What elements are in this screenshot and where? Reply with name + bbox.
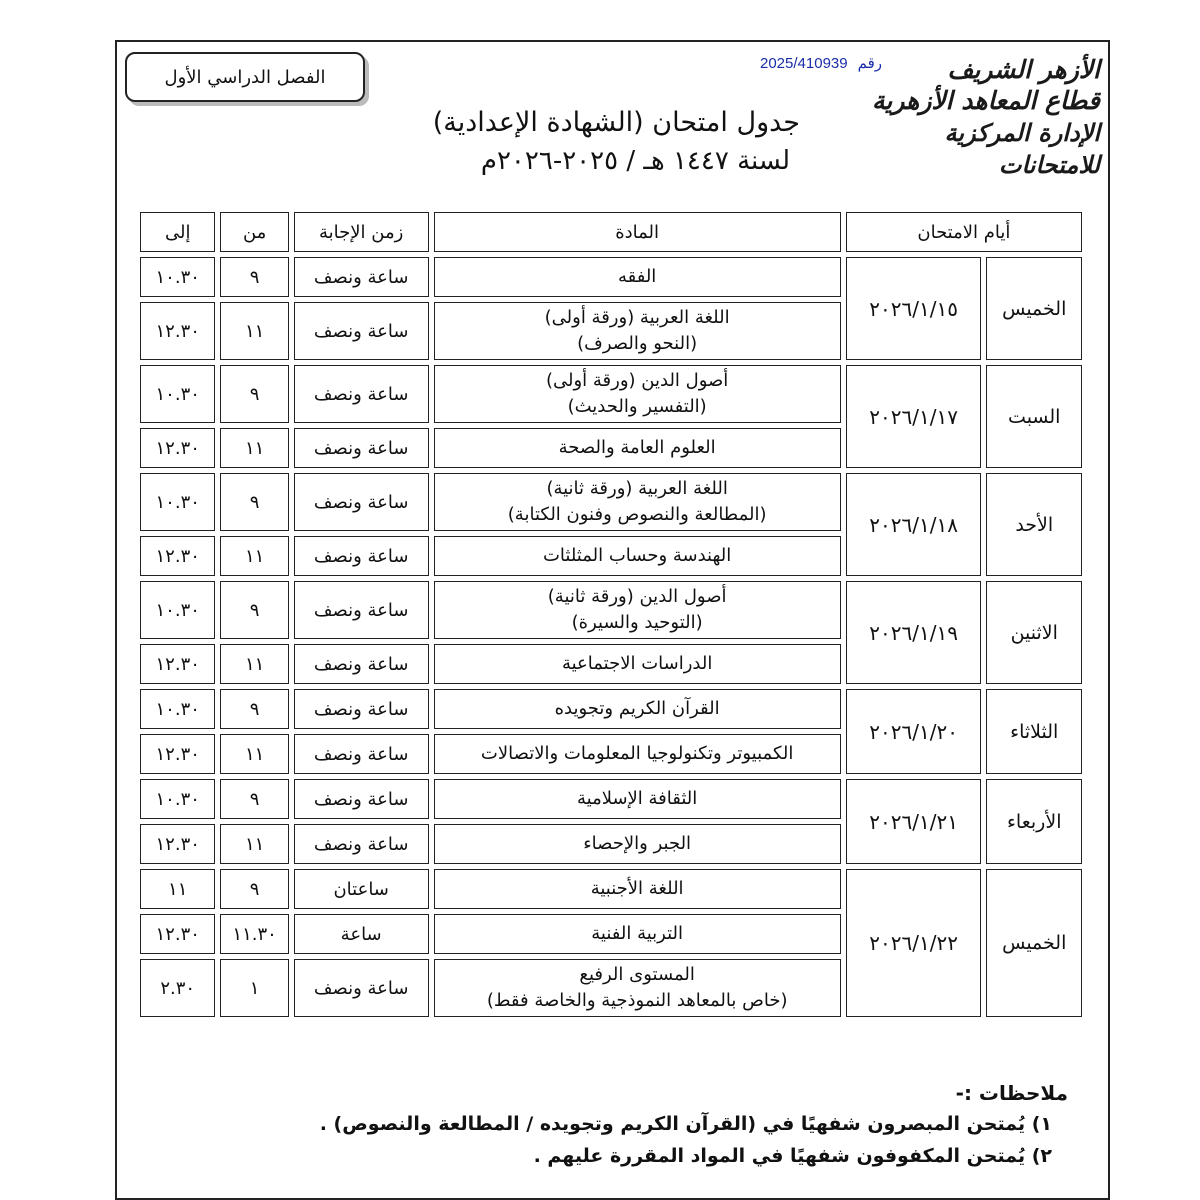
subject-detail: (خاص بالمعاهد النموذجية والخاصة فقط): [486, 990, 788, 1011]
duration-cell: ساعة ونصف: [294, 644, 429, 684]
subject-text: العلوم العامة والصحة: [558, 437, 716, 458]
date-cell: ٢٠٢٦/١/١٩: [846, 581, 982, 684]
duration-cell: ساعة ونصف: [294, 779, 429, 819]
to-cell: ١٢.٣٠: [140, 914, 215, 954]
subject-text: الفقه: [617, 266, 657, 287]
date-cell: ٢٠٢٦/١/٢١: [846, 779, 982, 864]
duration-cell: ساعة ونصف: [294, 302, 429, 360]
exam-schedule-table: [135, 207, 1087, 1022]
to-cell: ١٢.٣٠: [140, 302, 215, 360]
table-row: [140, 869, 1082, 909]
subject-text: المستوى الرفيع: [579, 964, 695, 985]
logo-line-2: قطاع المعاهد الأزهرية: [871, 86, 1100, 115]
to-cell: ١٠.٣٠: [140, 365, 215, 423]
from-cell: ١١: [220, 536, 288, 576]
subject-text: اللغة العربية (ورقة ثانية): [546, 478, 728, 499]
subject-text: اللغة الأجنبية: [590, 878, 684, 899]
table-row: [140, 473, 1082, 531]
col-header-to: إلى: [140, 212, 215, 252]
col-header-subject: المادة: [434, 212, 841, 252]
date-cell: ٢٠٢٦/١/١٥: [846, 257, 982, 360]
day-cell: السبت: [986, 365, 1082, 468]
subject-text: اللغة العربية (ورقة أولى): [544, 307, 730, 328]
duration-cell: ساعة ونصف: [294, 581, 429, 639]
to-cell: ١٠.٣٠: [140, 581, 215, 639]
subject-cell: [434, 428, 841, 468]
day-cell: الاثنين: [986, 581, 1082, 684]
subject-text: الكمبيوتر وتكنولوجيا المعلومات والاتصالات: [480, 743, 794, 764]
subject-cell: [434, 257, 841, 297]
day-cell: الأحد: [986, 473, 1082, 576]
ref-number-label: رقم: [857, 55, 882, 72]
subject-text: القرآن الكريم وتجويده: [554, 698, 720, 719]
date-cell: ٢٠٢٦/١/١٧: [846, 365, 982, 468]
from-cell: ١١: [220, 644, 288, 684]
day-cell: الأربعاء: [986, 779, 1082, 864]
subject-cell: [434, 869, 841, 909]
to-cell: ١٢.٣٠: [140, 644, 215, 684]
subject-cell: [434, 734, 841, 774]
from-cell: ٩: [220, 473, 288, 531]
subject-text: الثقافة الإسلامية: [576, 788, 698, 809]
notes-section: [168, 1078, 1068, 1172]
semester-box: الفصل الدراسي الأول: [125, 52, 365, 102]
from-cell: ١١: [220, 428, 288, 468]
day-cell: الخميس: [986, 869, 1082, 1017]
from-cell: ١١: [220, 734, 288, 774]
document-year: لسنة ١٤٤٧ هـ / ٢٠٢٥-٢٠٢٦م: [480, 146, 790, 176]
to-cell: ١٠.٣٠: [140, 473, 215, 531]
from-cell: ١١: [220, 824, 288, 864]
duration-cell: ساعة ونصف: [294, 536, 429, 576]
subject-text: الدراسات الاجتماعية: [561, 653, 713, 674]
duration-cell: ساعتان: [294, 869, 429, 909]
duration-cell: ساعة ونصف: [294, 473, 429, 531]
note-item: ١) يُمتحن المبصرون شفهيًا في (القرآن الكريم وتجويده / المطالعة والنصوص) .: [319, 1113, 1052, 1135]
duration-cell: ساعة ونصف: [294, 365, 429, 423]
subject-text: الهندسة وحساب المثلثات: [542, 545, 732, 566]
subject-text: أصول الدين (ورقة ثانية): [547, 586, 727, 607]
date-cell: ٢٠٢٦/١/٢٢: [846, 869, 982, 1017]
ref-number-value: 2025/410939: [760, 54, 848, 72]
subject-cell: [434, 689, 841, 729]
to-cell: ١٢.٣٠: [140, 536, 215, 576]
subject-cell: [434, 473, 841, 531]
from-cell: ٩: [220, 779, 288, 819]
document-title: جدول امتحان (الشهادة الإعدادية): [432, 107, 800, 138]
duration-cell: ساعة ونصف: [294, 959, 429, 1017]
table-row: [140, 365, 1082, 423]
duration-cell: ساعة ونصف: [294, 689, 429, 729]
note-item: ٢) يُمتحن المكفوفون شفهيًا في المواد المقررة عليهم .: [533, 1145, 1052, 1167]
to-cell: ١٠.٣٠: [140, 689, 215, 729]
duration-cell: ساعة ونصف: [294, 734, 429, 774]
subject-detail: (النحو والصرف): [577, 333, 698, 354]
table-header-row: [140, 212, 1082, 252]
to-cell: ١٢.٣٠: [140, 734, 215, 774]
logo-line-3: الإدارة المركزية للامتحانات: [944, 118, 1100, 179]
subject-cell: [434, 914, 841, 954]
subject-text: التربية الفنية: [591, 923, 684, 944]
to-cell: ١٠.٣٠: [140, 779, 215, 819]
table-row: [140, 689, 1082, 729]
subject-detail: (التفسير والحديث): [567, 396, 707, 417]
table-row: [140, 581, 1082, 639]
col-header-from: من: [220, 212, 288, 252]
date-cell: ٢٠٢٦/١/١٨: [846, 473, 982, 576]
subject-cell: [434, 365, 841, 423]
subject-cell: [434, 536, 841, 576]
subject-text: أصول الدين (ورقة أولى): [545, 370, 729, 391]
subject-cell: [434, 581, 841, 639]
from-cell: ١١: [220, 302, 288, 360]
day-cell: الثلاثاء: [986, 689, 1082, 774]
from-cell: ١١.٣٠: [220, 914, 288, 954]
from-cell: ٩: [220, 365, 288, 423]
logo-line-1: الأزهر الشريف: [947, 55, 1100, 84]
subject-cell: [434, 824, 841, 864]
notes-heading: ملاحظات :-: [955, 1081, 1068, 1105]
duration-cell: ساعة ونصف: [294, 428, 429, 468]
table-row: [140, 779, 1082, 819]
subject-cell: [434, 779, 841, 819]
table-row: [140, 257, 1082, 297]
day-cell: الخميس: [986, 257, 1082, 360]
subject-cell: [434, 644, 841, 684]
to-cell: ١٢.٣٠: [140, 824, 215, 864]
duration-cell: ساعة ونصف: [294, 257, 429, 297]
from-cell: ٩: [220, 581, 288, 639]
subject-text: الجبر والإحصاء: [583, 833, 692, 854]
from-cell: ٩: [220, 257, 288, 297]
duration-cell: ساعة ونصف: [294, 824, 429, 864]
col-header-duration: زمن الإجابة: [294, 212, 429, 252]
reference-number: [760, 54, 882, 72]
to-cell: ١١: [140, 869, 215, 909]
from-cell: ٩: [220, 689, 288, 729]
to-cell: ٢.٣٠: [140, 959, 215, 1017]
subject-detail: (التوحيد والسيرة): [571, 612, 703, 633]
subject-detail: (المطالعة والنصوص وفنون الكتابة): [507, 504, 767, 525]
col-header-days: أيام الامتحان: [846, 212, 1082, 252]
subject-cell: [434, 959, 841, 1017]
date-cell: ٢٠٢٦/١/٢٠: [846, 689, 982, 774]
to-cell: ١٠.٣٠: [140, 257, 215, 297]
from-cell: ١: [220, 959, 288, 1017]
duration-cell: ساعة: [294, 914, 429, 954]
from-cell: ٩: [220, 869, 288, 909]
subject-cell: [434, 302, 841, 360]
to-cell: ١٢.٣٠: [140, 428, 215, 468]
